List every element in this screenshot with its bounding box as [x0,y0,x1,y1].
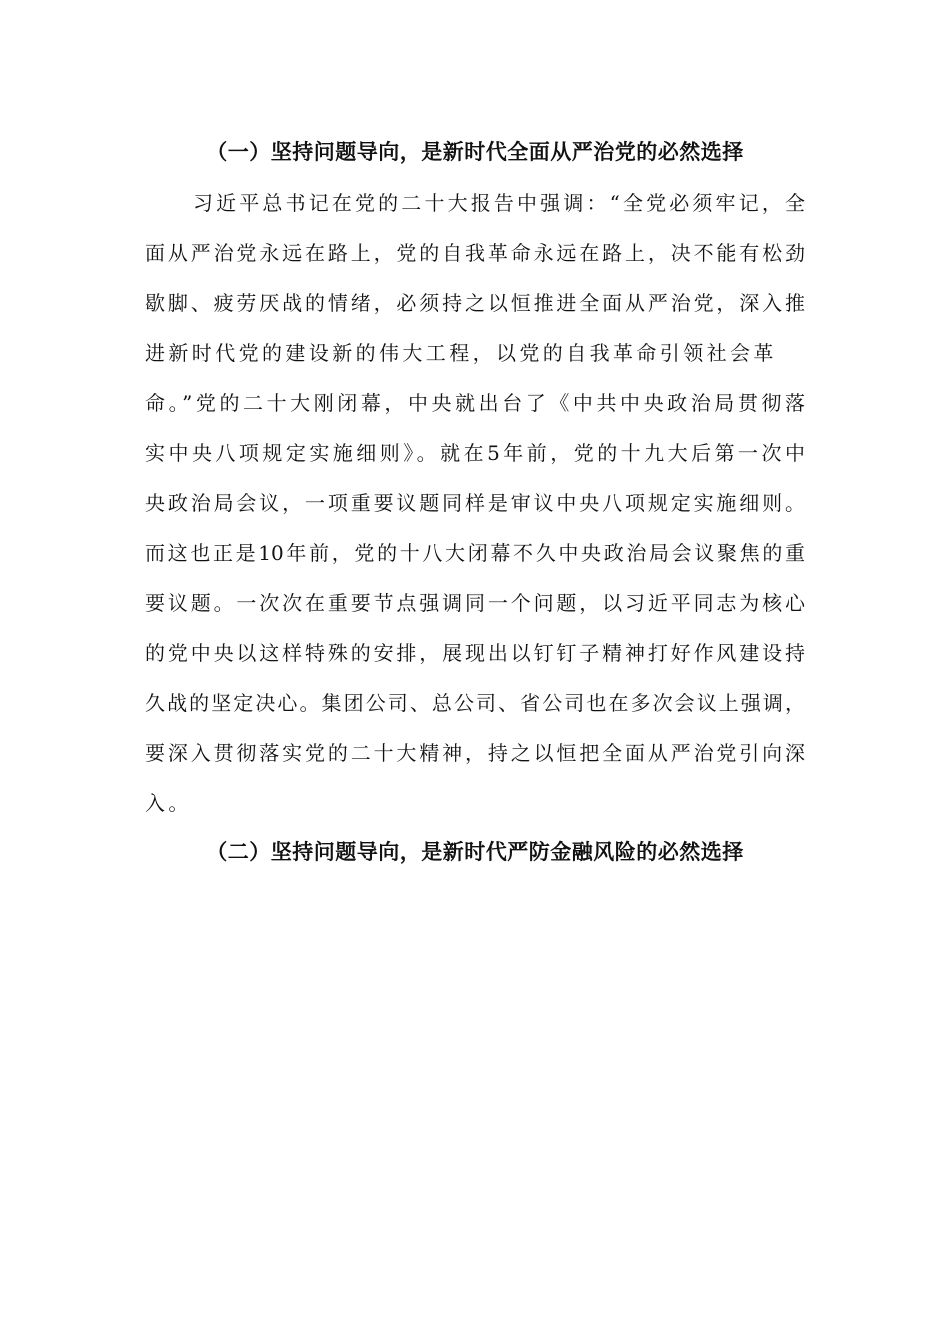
paragraph-line: 央政治局会议，一项重要议题同样是审议中央八项规定实施细则。 [145,491,805,515]
paragraph-line: 进新时代党的建设新的伟大工程，以党的自我革命引领社会革 [145,341,777,365]
section-heading-1: （一）坚持问题导向，是新时代全面从严治党的必然选择 [206,139,744,164]
paragraph-line: 要议题。一次次在重要节点强调同一个问题，以习近平同志为核心 [145,591,805,615]
paragraph-line: 久战的坚定决心。集团公司、总公司、省公司也在多次会议上强调， [145,691,805,715]
paragraph-line: 习近平总书记在党的二十大报告中强调：“全党必须牢记，全 [193,191,805,215]
paragraph-line: 面从严治党永远在路上，党的自我革命永远在路上，决不能有松劲 [145,241,805,265]
paragraph-line: 而这也正是10年前，党的十八大闭幕不久中央政治局会议聚焦的重 [145,541,805,565]
paragraph-line: 实中央八项规定实施细则》。就在5年前，党的十九大后第一次中 [145,441,805,465]
paragraph-line: 入。 [145,791,192,815]
section-heading-2: （二）坚持问题导向，是新时代严防金融风险的必然选择 [206,839,744,864]
paragraph-line: 的党中央以这样特殊的安排，展现出以钉钉子精神打好作风建设持 [145,641,805,665]
paragraph-line: 命。”党的二十大刚闭幕，中央就出台了《中共中央政治局贯彻落 [145,391,805,415]
paragraph-line: 歇脚、疲劳厌战的情绪，必须持之以恒推进全面从严治党，深入推 [145,291,805,315]
paragraph-line: 要深入贯彻落实党的二十大精神，持之以恒把全面从严治党引向深 [145,741,805,765]
